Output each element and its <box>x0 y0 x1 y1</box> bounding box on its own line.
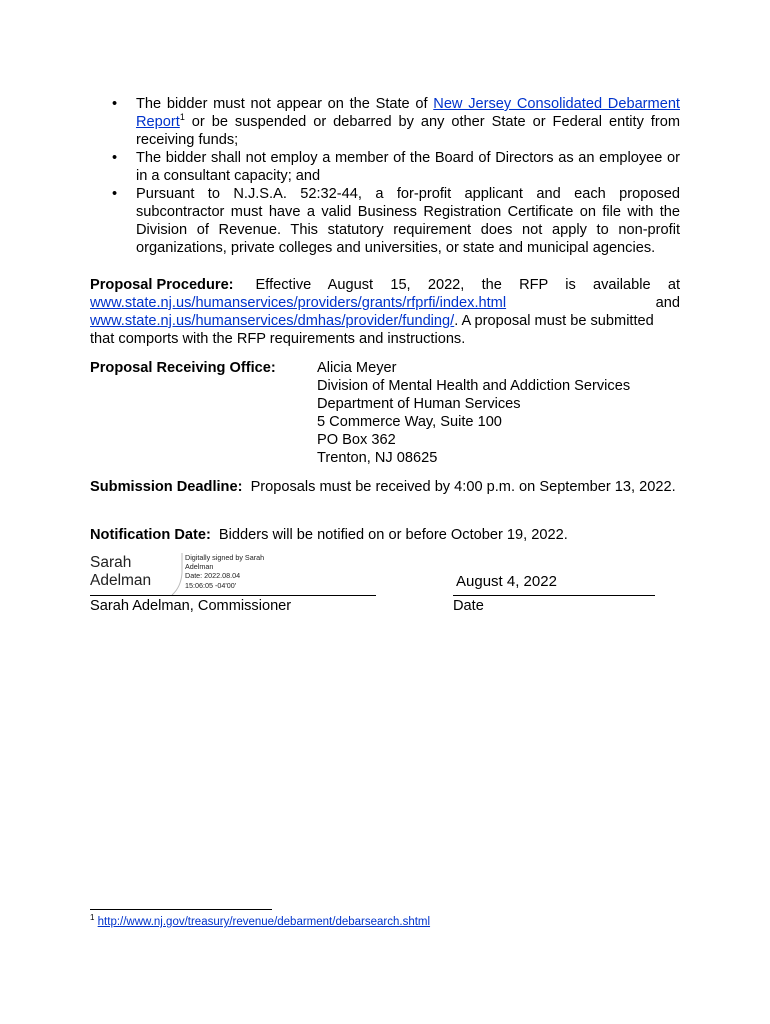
stamp-line: Date: 2022.08.04 <box>185 571 241 581</box>
funding-link[interactable]: www.state.nj.us/humanservices/dmhas/provider/funding/ <box>90 313 455 329</box>
procedure-text: Effective August 15, 2022, the RFP is available at <box>255 277 680 293</box>
footnote <box>90 915 430 929</box>
bullet-debarment <box>90 95 680 149</box>
digital-signature-stamp <box>185 553 264 590</box>
address-line: Alicia Meyer <box>317 360 397 376</box>
date-label: Date <box>453 598 484 614</box>
notification-label: Notification Date: <box>90 527 211 543</box>
proposal-procedure <box>90 276 680 348</box>
grants-link[interactable]: www.state.nj.us/humanservices/providers/grants/rfprfi/index.html <box>90 295 507 311</box>
signature-date-value: August 4, 2022 <box>456 573 557 590</box>
signature-first-name: Sarah <box>90 554 132 571</box>
footnote-divider <box>90 909 272 910</box>
bullet-registration: • Pursuant to N.J.S.A. 52:32-44, a for-profit applicant and each proposed subcontractor must have a valid Business Registration Certificate on file with the Division of Revenue. This statutory requirement does not apply to non-profit organizations, private colleges and universities, or state and municipal agencies. <box>90 185 680 257</box>
procedure-text: . A proposal must be submitted <box>454 313 654 329</box>
footnote-link[interactable]: http://www.nj.gov/treasury/revenue/debarment/debarsearch.shtml <box>97 916 431 928</box>
stamp-line: 15:06:05 -04'00' <box>185 580 237 590</box>
stamp-line: Adelman <box>185 562 214 572</box>
procedure-text: that comports with the RFP requirements and instructions. <box>90 331 466 347</box>
address-line: 5 Commerce Way, Suite 100 <box>317 414 502 430</box>
eligibility-bullet-list <box>90 95 680 257</box>
and-text: and <box>655 295 680 311</box>
signer-label: Sarah Adelman, Commissioner <box>90 598 292 614</box>
footnote-marker: 1 <box>179 112 185 123</box>
address-line: Department of Human Services <box>317 396 521 412</box>
address-line: PO Box 362 <box>317 432 396 448</box>
procedure-label: Proposal Procedure: <box>90 277 234 293</box>
bullet-text: The bidder must not appear on the State of <box>136 96 434 112</box>
signature-line <box>90 595 376 596</box>
bullet-board-directors: • The bidder shall not employ a member of the Board of Directors as an employee or in a consultant capacity; and <box>90 149 680 185</box>
date-line <box>453 595 655 596</box>
debarment-report-link[interactable]: New Jersey Consolidated Debarment Report <box>136 96 680 130</box>
deadline-text: Proposals must be received by 4:00 p.m. on September 13, 2022. <box>250 479 676 495</box>
address-line: Trenton, NJ 08625 <box>317 450 438 466</box>
bullet-text: or be suspended or debarred by any other State or Federal entity from receiving funds; <box>136 114 680 148</box>
deadline-label: Submission Deadline: <box>90 479 243 495</box>
signature-last-name: Adelman <box>90 572 152 589</box>
notification-text: Bidders will be notified on or before October 19, 2022. <box>218 527 568 543</box>
address-line: Division of Mental Health and Addiction Services <box>317 378 631 394</box>
receiving-office-address <box>317 359 630 467</box>
submission-deadline <box>90 478 680 496</box>
stamp-line: Digitally signed by Sarah <box>185 553 265 562</box>
footnote-number: 1 <box>90 913 95 923</box>
receiving-office-label: Proposal Receiving Office: <box>90 360 276 376</box>
notification-date <box>90 526 680 544</box>
signature-divider-mark <box>171 553 185 595</box>
digital-signature-name <box>90 554 151 590</box>
